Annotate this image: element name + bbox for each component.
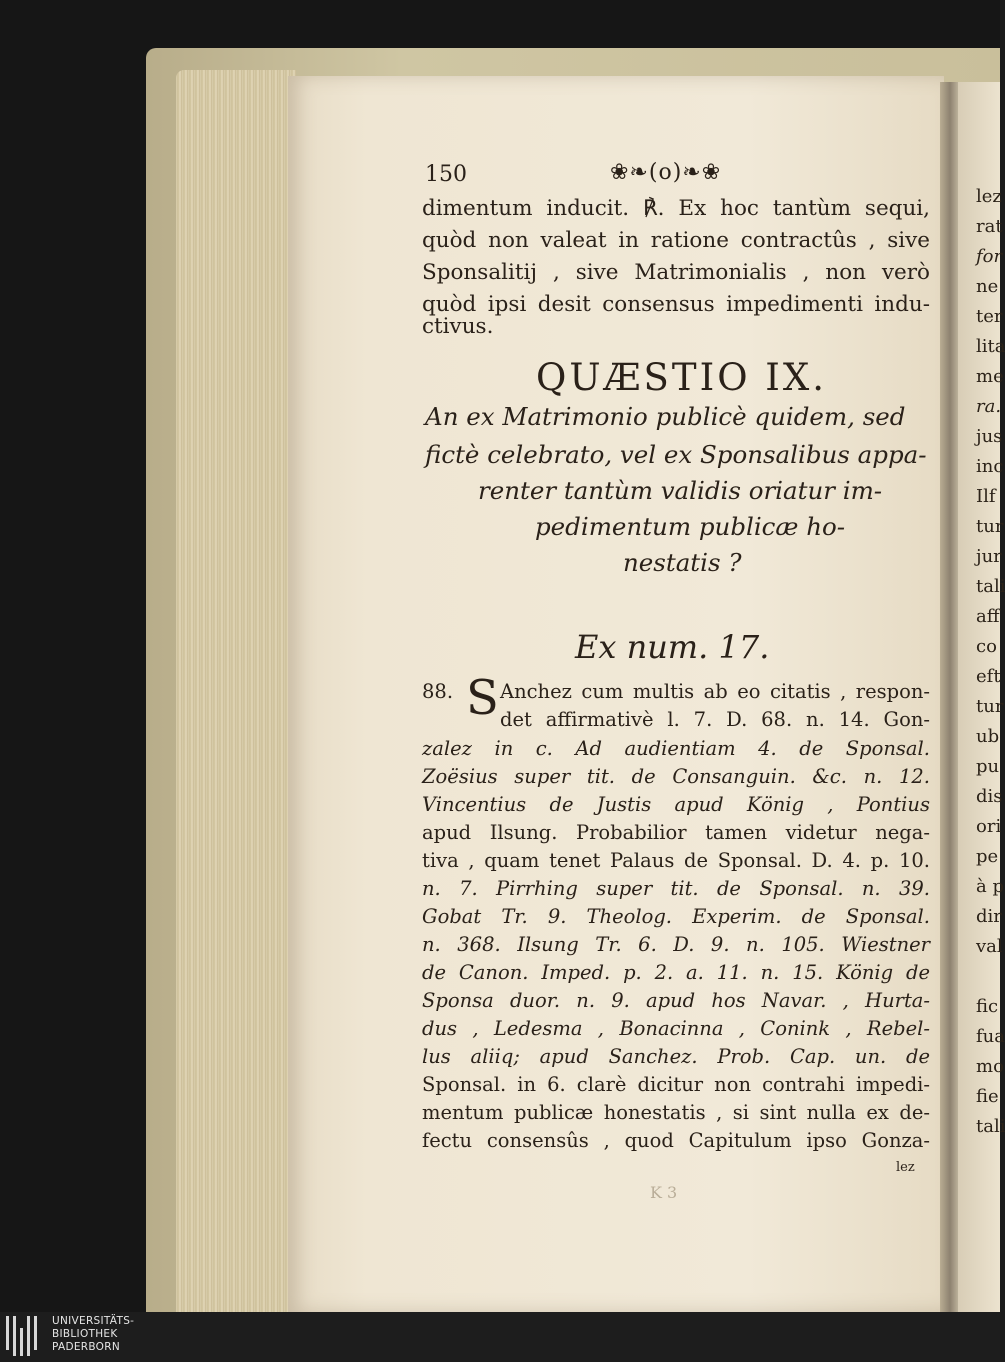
text-line: quòd ipsi desit consensus impedimenti indu-: [422, 292, 930, 317]
paragraph-line: Gobat Tr. 9. Theolog. Experim. de Sponsal.: [422, 905, 930, 928]
book-gutter: [940, 82, 960, 1312]
library-name: [52, 1315, 134, 1354]
ex-num-heading: Ex num. 17.: [575, 628, 770, 666]
catchword: lez: [896, 1160, 915, 1175]
text-line: Sponsalitij , sive Matrimonialis , non verò: [422, 260, 930, 285]
paragraph-line: fectu consensûs , quod Capitulum ipso Gonza-: [422, 1129, 930, 1152]
question-line: pedimentum publicæ ho-: [535, 512, 846, 541]
right-page-word: à p: [976, 876, 1004, 897]
right-page-word: me: [976, 366, 1004, 387]
paragraph-line: apud Ilsung. Probabilior tamen videtur nega-: [422, 821, 930, 844]
paragraph-line: dus , Ledesma , Bonacinna , Conink , Rebel-: [422, 1017, 930, 1040]
drop-initial: S: [466, 670, 499, 726]
paragraph-line: Sponsa duor. n. 9. apud hos Navar. , Hurta-: [422, 989, 930, 1012]
text-line: ctivus.: [422, 314, 494, 339]
right-page-word: fua: [976, 1026, 1005, 1047]
text-line: quòd non valeat in ratione contractûs , sive: [422, 228, 930, 253]
right-page-word: pu: [976, 756, 1000, 777]
right-page-word: tur: [976, 516, 1004, 537]
paragraph-line: Anchez cum multis ab eo citatis , respon-: [500, 680, 930, 703]
paragraph-line: mentum publicæ honestatis , si sint nulla ex de-: [422, 1101, 930, 1124]
paragraph-line: tiva , quam tenet Palaus de Sponsal. D. 4. p. 10.: [422, 849, 930, 872]
paragraph-line: de Canon. Imped. p. 2. a. 11. n. 15. König de: [422, 961, 930, 984]
right-page-word: dir: [976, 906, 1002, 927]
paragraph-line: Sponsal. in 6. clarè dicitur non contrahi impedi-: [422, 1073, 930, 1096]
right-page-word: tali: [976, 576, 1005, 597]
paragraph-line: Zoësius super tit. de Consanguin. &c. n. 12.: [422, 765, 930, 788]
paragraph-line: n. 7. Pirrhing super tit. de Sponsal. n. 39.: [422, 877, 930, 900]
footer-bar: [0, 1312, 1000, 1362]
library-name-line: PADERBORN: [52, 1341, 120, 1353]
right-page-word: tur: [976, 696, 1004, 717]
question-line: An ex Matrimonio publicè quidem, sed: [425, 402, 906, 431]
right-page-word: dis: [976, 786, 1003, 807]
right-page-word: ori: [976, 816, 1002, 837]
right-page-word: ra.: [976, 396, 1002, 417]
paragraph-line: det affirmativè l. 7. D. 68. n. 14. Gon-: [500, 708, 930, 731]
right-page-word: rat: [976, 216, 1003, 237]
right-page-word: co: [976, 636, 997, 657]
right-page-word: val: [976, 936, 1003, 957]
right-page-word: inc: [976, 456, 1004, 477]
text-line: dimentum inducit. ℟. Ex hoc tantùm sequi,: [422, 196, 930, 221]
paragraph-line: n. 368. Ilsung Tr. 6. D. 9. n. 105. Wiestner: [422, 933, 930, 956]
right-page-word: ter: [976, 306, 1003, 327]
right-page-word: jur: [976, 546, 1002, 567]
paragraph-number: 88.: [422, 680, 454, 703]
right-page-word: fic: [976, 996, 999, 1017]
page-number: 150: [425, 162, 467, 187]
right-page-word: for: [976, 246, 1003, 267]
head-ornament: ❀❧(o)❧❀: [610, 160, 722, 185]
library-name-line: UNIVERSITÄTS-: [52, 1315, 135, 1327]
paragraph-line: lus aliiq; apud Sanchez. Prob. Cap. un. de: [422, 1045, 930, 1068]
paragraph-line: zalez in c. Ad audientiam 4. de Sponsal.: [422, 737, 930, 760]
right-page-word: tali: [976, 1116, 1005, 1137]
right-page-word: fie: [976, 1086, 999, 1107]
library-name-line: BIBLIOTHEK: [52, 1328, 118, 1340]
question-heading: QUÆSTIO IX.: [536, 356, 828, 399]
library-logo-icon: [4, 1316, 44, 1358]
right-page-word: mo: [976, 1056, 1004, 1077]
question-line: nestatis ?: [623, 548, 742, 577]
right-page-word: eft: [976, 666, 1001, 687]
question-line: fictè celebrato, vel ex Sponsalibus appa-: [425, 440, 927, 469]
right-page-word: aff: [976, 606, 1000, 627]
right-page-word: Ilf: [976, 486, 996, 507]
right-page-word: jus: [976, 426, 1003, 447]
right-page-word: ne: [976, 276, 999, 297]
right-page-word: ub: [976, 726, 1000, 747]
question-line: renter tantùm validis oriatur im-: [478, 476, 883, 505]
signature-mark: K 3: [650, 1183, 678, 1202]
right-page-fragment: [958, 82, 1005, 1312]
page-block-edge: [176, 70, 296, 1312]
right-page-word: lez: [976, 186, 1002, 207]
right-page-word: pe: [976, 846, 999, 867]
right-page-word: lita: [976, 336, 1005, 357]
paragraph-line: Vincentius de Justis apud König , Pontius: [422, 793, 930, 816]
